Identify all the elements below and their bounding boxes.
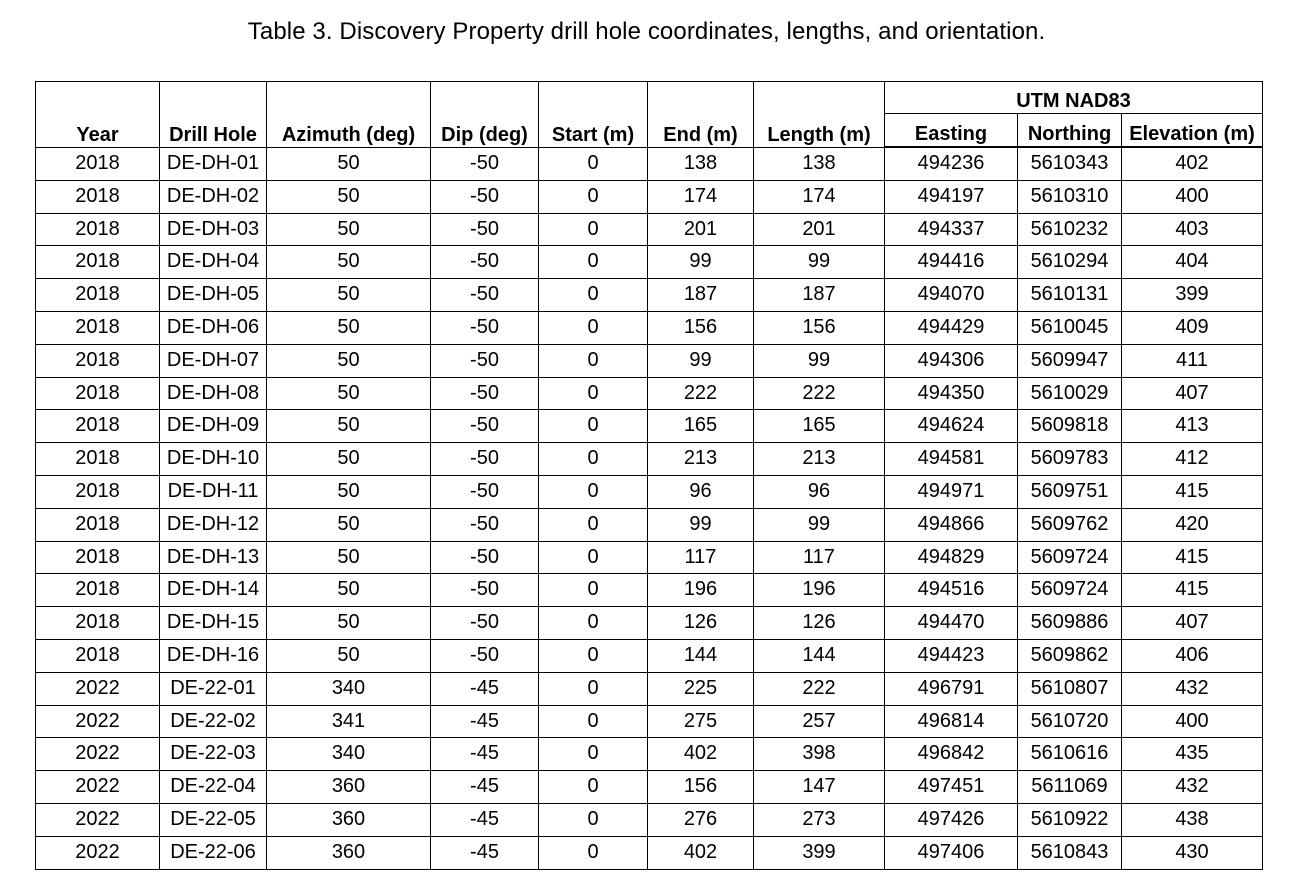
column-header-year: Year <box>36 82 160 148</box>
table-row <box>36 180 1263 213</box>
cell-dip: -50 <box>431 147 539 180</box>
cell-length: 138 <box>754 147 885 180</box>
table-row <box>36 803 1263 836</box>
cell-drill-hole: DE-DH-06 <box>160 311 267 344</box>
cell-end: 138 <box>648 147 754 180</box>
cell-end: 222 <box>648 377 754 410</box>
cell-year: 2022 <box>36 771 160 804</box>
cell-end: 187 <box>648 279 754 312</box>
cell-dip: -45 <box>431 836 539 869</box>
cell-year: 2018 <box>36 410 160 443</box>
cell-dip: -50 <box>431 607 539 640</box>
cell-easting: 494197 <box>885 180 1018 213</box>
cell-azimuth: 340 <box>267 738 431 771</box>
cell-year: 2018 <box>36 180 160 213</box>
cell-dip: -50 <box>431 311 539 344</box>
table-row <box>36 541 1263 574</box>
cell-azimuth: 341 <box>267 705 431 738</box>
cell-start: 0 <box>539 279 648 312</box>
cell-northing: 5609724 <box>1018 574 1122 607</box>
table-row <box>36 344 1263 377</box>
cell-length: 117 <box>754 541 885 574</box>
cell-year: 2018 <box>36 508 160 541</box>
cell-northing: 5609783 <box>1018 443 1122 476</box>
cell-elevation: 400 <box>1122 705 1263 738</box>
cell-drill-hole: DE-22-05 <box>160 803 267 836</box>
cell-easting: 494306 <box>885 344 1018 377</box>
cell-end: 225 <box>648 672 754 705</box>
cell-drill-hole: DE-DH-09 <box>160 410 267 443</box>
cell-end: 213 <box>648 443 754 476</box>
cell-dip: -50 <box>431 377 539 410</box>
cell-easting: 494624 <box>885 410 1018 443</box>
cell-azimuth: 50 <box>267 377 431 410</box>
cell-start: 0 <box>539 246 648 279</box>
cell-length: 213 <box>754 443 885 476</box>
cell-elevation: 402 <box>1122 147 1263 180</box>
cell-azimuth: 50 <box>267 213 431 246</box>
cell-drill-hole: DE-DH-08 <box>160 377 267 410</box>
table-row <box>36 836 1263 869</box>
cell-end: 99 <box>648 344 754 377</box>
cell-year: 2018 <box>36 147 160 180</box>
cell-azimuth: 50 <box>267 639 431 672</box>
cell-year: 2022 <box>36 705 160 738</box>
cell-end: 126 <box>648 607 754 640</box>
cell-elevation: 400 <box>1122 180 1263 213</box>
cell-drill-hole: DE-22-01 <box>160 672 267 705</box>
cell-length: 257 <box>754 705 885 738</box>
cell-length: 165 <box>754 410 885 443</box>
cell-drill-hole: DE-DH-13 <box>160 541 267 574</box>
table-caption: Table 3. Discovery Property drill hole coordinates, lengths, and orientation. <box>247 18 1046 45</box>
cell-drill-hole: DE-22-04 <box>160 771 267 804</box>
cell-northing: 5610807 <box>1018 672 1122 705</box>
cell-start: 0 <box>539 836 648 869</box>
table-row <box>36 147 1263 180</box>
group-header-utm: UTM NAD83 <box>885 82 1263 114</box>
cell-year: 2022 <box>36 836 160 869</box>
cell-easting: 494516 <box>885 574 1018 607</box>
cell-easting: 496791 <box>885 672 1018 705</box>
cell-elevation: 412 <box>1122 443 1263 476</box>
cell-length: 126 <box>754 607 885 640</box>
cell-elevation: 407 <box>1122 607 1263 640</box>
cell-elevation: 409 <box>1122 311 1263 344</box>
cell-elevation: 415 <box>1122 541 1263 574</box>
cell-elevation: 404 <box>1122 246 1263 279</box>
cell-year: 2018 <box>36 213 160 246</box>
cell-start: 0 <box>539 147 648 180</box>
cell-azimuth: 50 <box>267 180 431 213</box>
cell-start: 0 <box>539 377 648 410</box>
cell-azimuth: 50 <box>267 475 431 508</box>
column-header-azimuth: Azimuth (deg) <box>267 82 431 148</box>
cell-year: 2018 <box>36 639 160 672</box>
table-row <box>36 705 1263 738</box>
cell-start: 0 <box>539 672 648 705</box>
cell-elevation: 411 <box>1122 344 1263 377</box>
cell-elevation: 415 <box>1122 475 1263 508</box>
cell-end: 275 <box>648 705 754 738</box>
cell-northing: 5609751 <box>1018 475 1122 508</box>
cell-start: 0 <box>539 738 648 771</box>
cell-drill-hole: DE-DH-11 <box>160 475 267 508</box>
cell-year: 2018 <box>36 311 160 344</box>
cell-length: 222 <box>754 672 885 705</box>
cell-easting: 494423 <box>885 639 1018 672</box>
cell-azimuth: 50 <box>267 344 431 377</box>
cell-northing: 5610029 <box>1018 377 1122 410</box>
drill-hole-table <box>35 81 1263 870</box>
cell-dip: -50 <box>431 574 539 607</box>
cell-dip: -45 <box>431 738 539 771</box>
cell-start: 0 <box>539 508 648 541</box>
cell-elevation: 420 <box>1122 508 1263 541</box>
cell-azimuth: 360 <box>267 803 431 836</box>
cell-length: 399 <box>754 836 885 869</box>
cell-start: 0 <box>539 803 648 836</box>
cell-end: 156 <box>648 311 754 344</box>
cell-dip: -45 <box>431 705 539 738</box>
table-row <box>36 246 1263 279</box>
header-row-group <box>36 82 1263 114</box>
cell-start: 0 <box>539 639 648 672</box>
cell-dip: -50 <box>431 410 539 443</box>
column-header-end: End (m) <box>648 82 754 148</box>
table-row <box>36 279 1263 312</box>
cell-northing: 5611069 <box>1018 771 1122 804</box>
cell-easting: 494236 <box>885 147 1018 180</box>
cell-drill-hole: DE-DH-16 <box>160 639 267 672</box>
cell-azimuth: 50 <box>267 311 431 344</box>
cell-elevation: 406 <box>1122 639 1263 672</box>
cell-elevation: 432 <box>1122 771 1263 804</box>
cell-northing: 5609886 <box>1018 607 1122 640</box>
table-row <box>36 574 1263 607</box>
cell-northing: 5610720 <box>1018 705 1122 738</box>
cell-northing: 5610922 <box>1018 803 1122 836</box>
cell-elevation: 430 <box>1122 836 1263 869</box>
cell-easting: 497406 <box>885 836 1018 869</box>
cell-length: 273 <box>754 803 885 836</box>
cell-year: 2018 <box>36 246 160 279</box>
cell-drill-hole: DE-DH-01 <box>160 147 267 180</box>
cell-end: 276 <box>648 803 754 836</box>
cell-elevation: 403 <box>1122 213 1263 246</box>
table-row <box>36 508 1263 541</box>
cell-drill-hole: DE-DH-03 <box>160 213 267 246</box>
cell-start: 0 <box>539 607 648 640</box>
cell-start: 0 <box>539 475 648 508</box>
cell-northing: 5610343 <box>1018 147 1122 180</box>
column-header-elevation: Elevation (m) <box>1122 114 1263 148</box>
cell-end: 402 <box>648 836 754 869</box>
cell-dip: -50 <box>431 344 539 377</box>
cell-northing: 5609947 <box>1018 344 1122 377</box>
cell-length: 99 <box>754 246 885 279</box>
cell-length: 222 <box>754 377 885 410</box>
table-row <box>36 639 1263 672</box>
cell-dip: -50 <box>431 180 539 213</box>
cell-start: 0 <box>539 771 648 804</box>
cell-easting: 497451 <box>885 771 1018 804</box>
cell-azimuth: 50 <box>267 541 431 574</box>
cell-northing: 5610131 <box>1018 279 1122 312</box>
cell-azimuth: 50 <box>267 443 431 476</box>
cell-northing: 5610294 <box>1018 246 1122 279</box>
column-header-easting: Easting <box>885 114 1018 148</box>
cell-easting: 494971 <box>885 475 1018 508</box>
cell-end: 165 <box>648 410 754 443</box>
cell-year: 2018 <box>36 344 160 377</box>
table-body <box>36 147 1263 869</box>
cell-elevation: 399 <box>1122 279 1263 312</box>
table-row <box>36 377 1263 410</box>
cell-northing: 5609762 <box>1018 508 1122 541</box>
cell-drill-hole: DE-DH-04 <box>160 246 267 279</box>
cell-end: 196 <box>648 574 754 607</box>
cell-end: 117 <box>648 541 754 574</box>
cell-drill-hole: DE-DH-02 <box>160 180 267 213</box>
cell-drill-hole: DE-22-03 <box>160 738 267 771</box>
cell-easting: 497426 <box>885 803 1018 836</box>
cell-dip: -50 <box>431 213 539 246</box>
cell-easting: 494829 <box>885 541 1018 574</box>
cell-northing: 5610843 <box>1018 836 1122 869</box>
cell-start: 0 <box>539 311 648 344</box>
cell-easting: 494337 <box>885 213 1018 246</box>
cell-end: 144 <box>648 639 754 672</box>
cell-end: 156 <box>648 771 754 804</box>
table-row <box>36 443 1263 476</box>
table-row <box>36 410 1263 443</box>
cell-easting: 496814 <box>885 705 1018 738</box>
cell-length: 196 <box>754 574 885 607</box>
cell-length: 156 <box>754 311 885 344</box>
cell-length: 99 <box>754 508 885 541</box>
cell-northing: 5609862 <box>1018 639 1122 672</box>
cell-easting: 494350 <box>885 377 1018 410</box>
column-header-length: Length (m) <box>754 82 885 148</box>
table-row <box>36 771 1263 804</box>
cell-length: 99 <box>754 344 885 377</box>
cell-end: 99 <box>648 508 754 541</box>
table-row <box>36 213 1263 246</box>
cell-dip: -50 <box>431 541 539 574</box>
cell-start: 0 <box>539 541 648 574</box>
cell-easting: 494866 <box>885 508 1018 541</box>
cell-start: 0 <box>539 410 648 443</box>
cell-drill-hole: DE-DH-07 <box>160 344 267 377</box>
cell-dip: -45 <box>431 771 539 804</box>
cell-easting: 494581 <box>885 443 1018 476</box>
cell-drill-hole: DE-22-06 <box>160 836 267 869</box>
cell-start: 0 <box>539 443 648 476</box>
cell-start: 0 <box>539 705 648 738</box>
cell-end: 174 <box>648 180 754 213</box>
cell-end: 99 <box>648 246 754 279</box>
cell-end: 201 <box>648 213 754 246</box>
cell-dip: -50 <box>431 508 539 541</box>
cell-dip: -50 <box>431 475 539 508</box>
cell-end: 96 <box>648 475 754 508</box>
cell-year: 2018 <box>36 541 160 574</box>
cell-drill-hole: DE-DH-15 <box>160 607 267 640</box>
cell-year: 2018 <box>36 574 160 607</box>
cell-azimuth: 340 <box>267 672 431 705</box>
table-row <box>36 738 1263 771</box>
cell-northing: 5610045 <box>1018 311 1122 344</box>
cell-dip: -50 <box>431 639 539 672</box>
cell-start: 0 <box>539 213 648 246</box>
cell-northing: 5610232 <box>1018 213 1122 246</box>
cell-azimuth: 50 <box>267 508 431 541</box>
cell-easting: 494070 <box>885 279 1018 312</box>
cell-dip: -50 <box>431 443 539 476</box>
cell-year: 2018 <box>36 607 160 640</box>
cell-azimuth: 50 <box>267 574 431 607</box>
cell-azimuth: 50 <box>267 410 431 443</box>
cell-elevation: 407 <box>1122 377 1263 410</box>
cell-easting: 494429 <box>885 311 1018 344</box>
cell-easting: 494470 <box>885 607 1018 640</box>
cell-azimuth: 360 <box>267 771 431 804</box>
cell-drill-hole: DE-DH-14 <box>160 574 267 607</box>
cell-length: 96 <box>754 475 885 508</box>
cell-azimuth: 50 <box>267 607 431 640</box>
cell-easting: 496842 <box>885 738 1018 771</box>
cell-azimuth: 360 <box>267 836 431 869</box>
cell-northing: 5609724 <box>1018 541 1122 574</box>
cell-start: 0 <box>539 180 648 213</box>
cell-start: 0 <box>539 574 648 607</box>
column-header-start: Start (m) <box>539 82 648 148</box>
cell-year: 2018 <box>36 279 160 312</box>
cell-year: 2018 <box>36 475 160 508</box>
column-header-dip: Dip (deg) <box>431 82 539 148</box>
cell-drill-hole: DE-DH-05 <box>160 279 267 312</box>
table-row <box>36 475 1263 508</box>
cell-easting: 494416 <box>885 246 1018 279</box>
cell-end: 402 <box>648 738 754 771</box>
cell-dip: -45 <box>431 672 539 705</box>
cell-azimuth: 50 <box>267 147 431 180</box>
table-row <box>36 607 1263 640</box>
cell-northing: 5610310 <box>1018 180 1122 213</box>
cell-azimuth: 50 <box>267 246 431 279</box>
cell-elevation: 438 <box>1122 803 1263 836</box>
cell-northing: 5609818 <box>1018 410 1122 443</box>
column-header-drill-hole: Drill Hole <box>160 82 267 148</box>
cell-year: 2022 <box>36 672 160 705</box>
cell-start: 0 <box>539 344 648 377</box>
cell-year: 2022 <box>36 738 160 771</box>
cell-elevation: 415 <box>1122 574 1263 607</box>
cell-drill-hole: DE-DH-12 <box>160 508 267 541</box>
cell-length: 147 <box>754 771 885 804</box>
cell-elevation: 413 <box>1122 410 1263 443</box>
cell-dip: -50 <box>431 279 539 312</box>
cell-year: 2018 <box>36 377 160 410</box>
cell-year: 2022 <box>36 803 160 836</box>
column-header-northing: Northing <box>1018 114 1122 148</box>
cell-azimuth: 50 <box>267 279 431 312</box>
cell-length: 187 <box>754 279 885 312</box>
cell-dip: -45 <box>431 803 539 836</box>
cell-elevation: 432 <box>1122 672 1263 705</box>
cell-length: 201 <box>754 213 885 246</box>
cell-length: 174 <box>754 180 885 213</box>
cell-northing: 5610616 <box>1018 738 1122 771</box>
cell-length: 144 <box>754 639 885 672</box>
cell-year: 2018 <box>36 443 160 476</box>
cell-dip: -50 <box>431 246 539 279</box>
cell-drill-hole: DE-22-02 <box>160 705 267 738</box>
cell-elevation: 435 <box>1122 738 1263 771</box>
table-row <box>36 672 1263 705</box>
table-row <box>36 311 1263 344</box>
cell-drill-hole: DE-DH-10 <box>160 443 267 476</box>
cell-length: 398 <box>754 738 885 771</box>
